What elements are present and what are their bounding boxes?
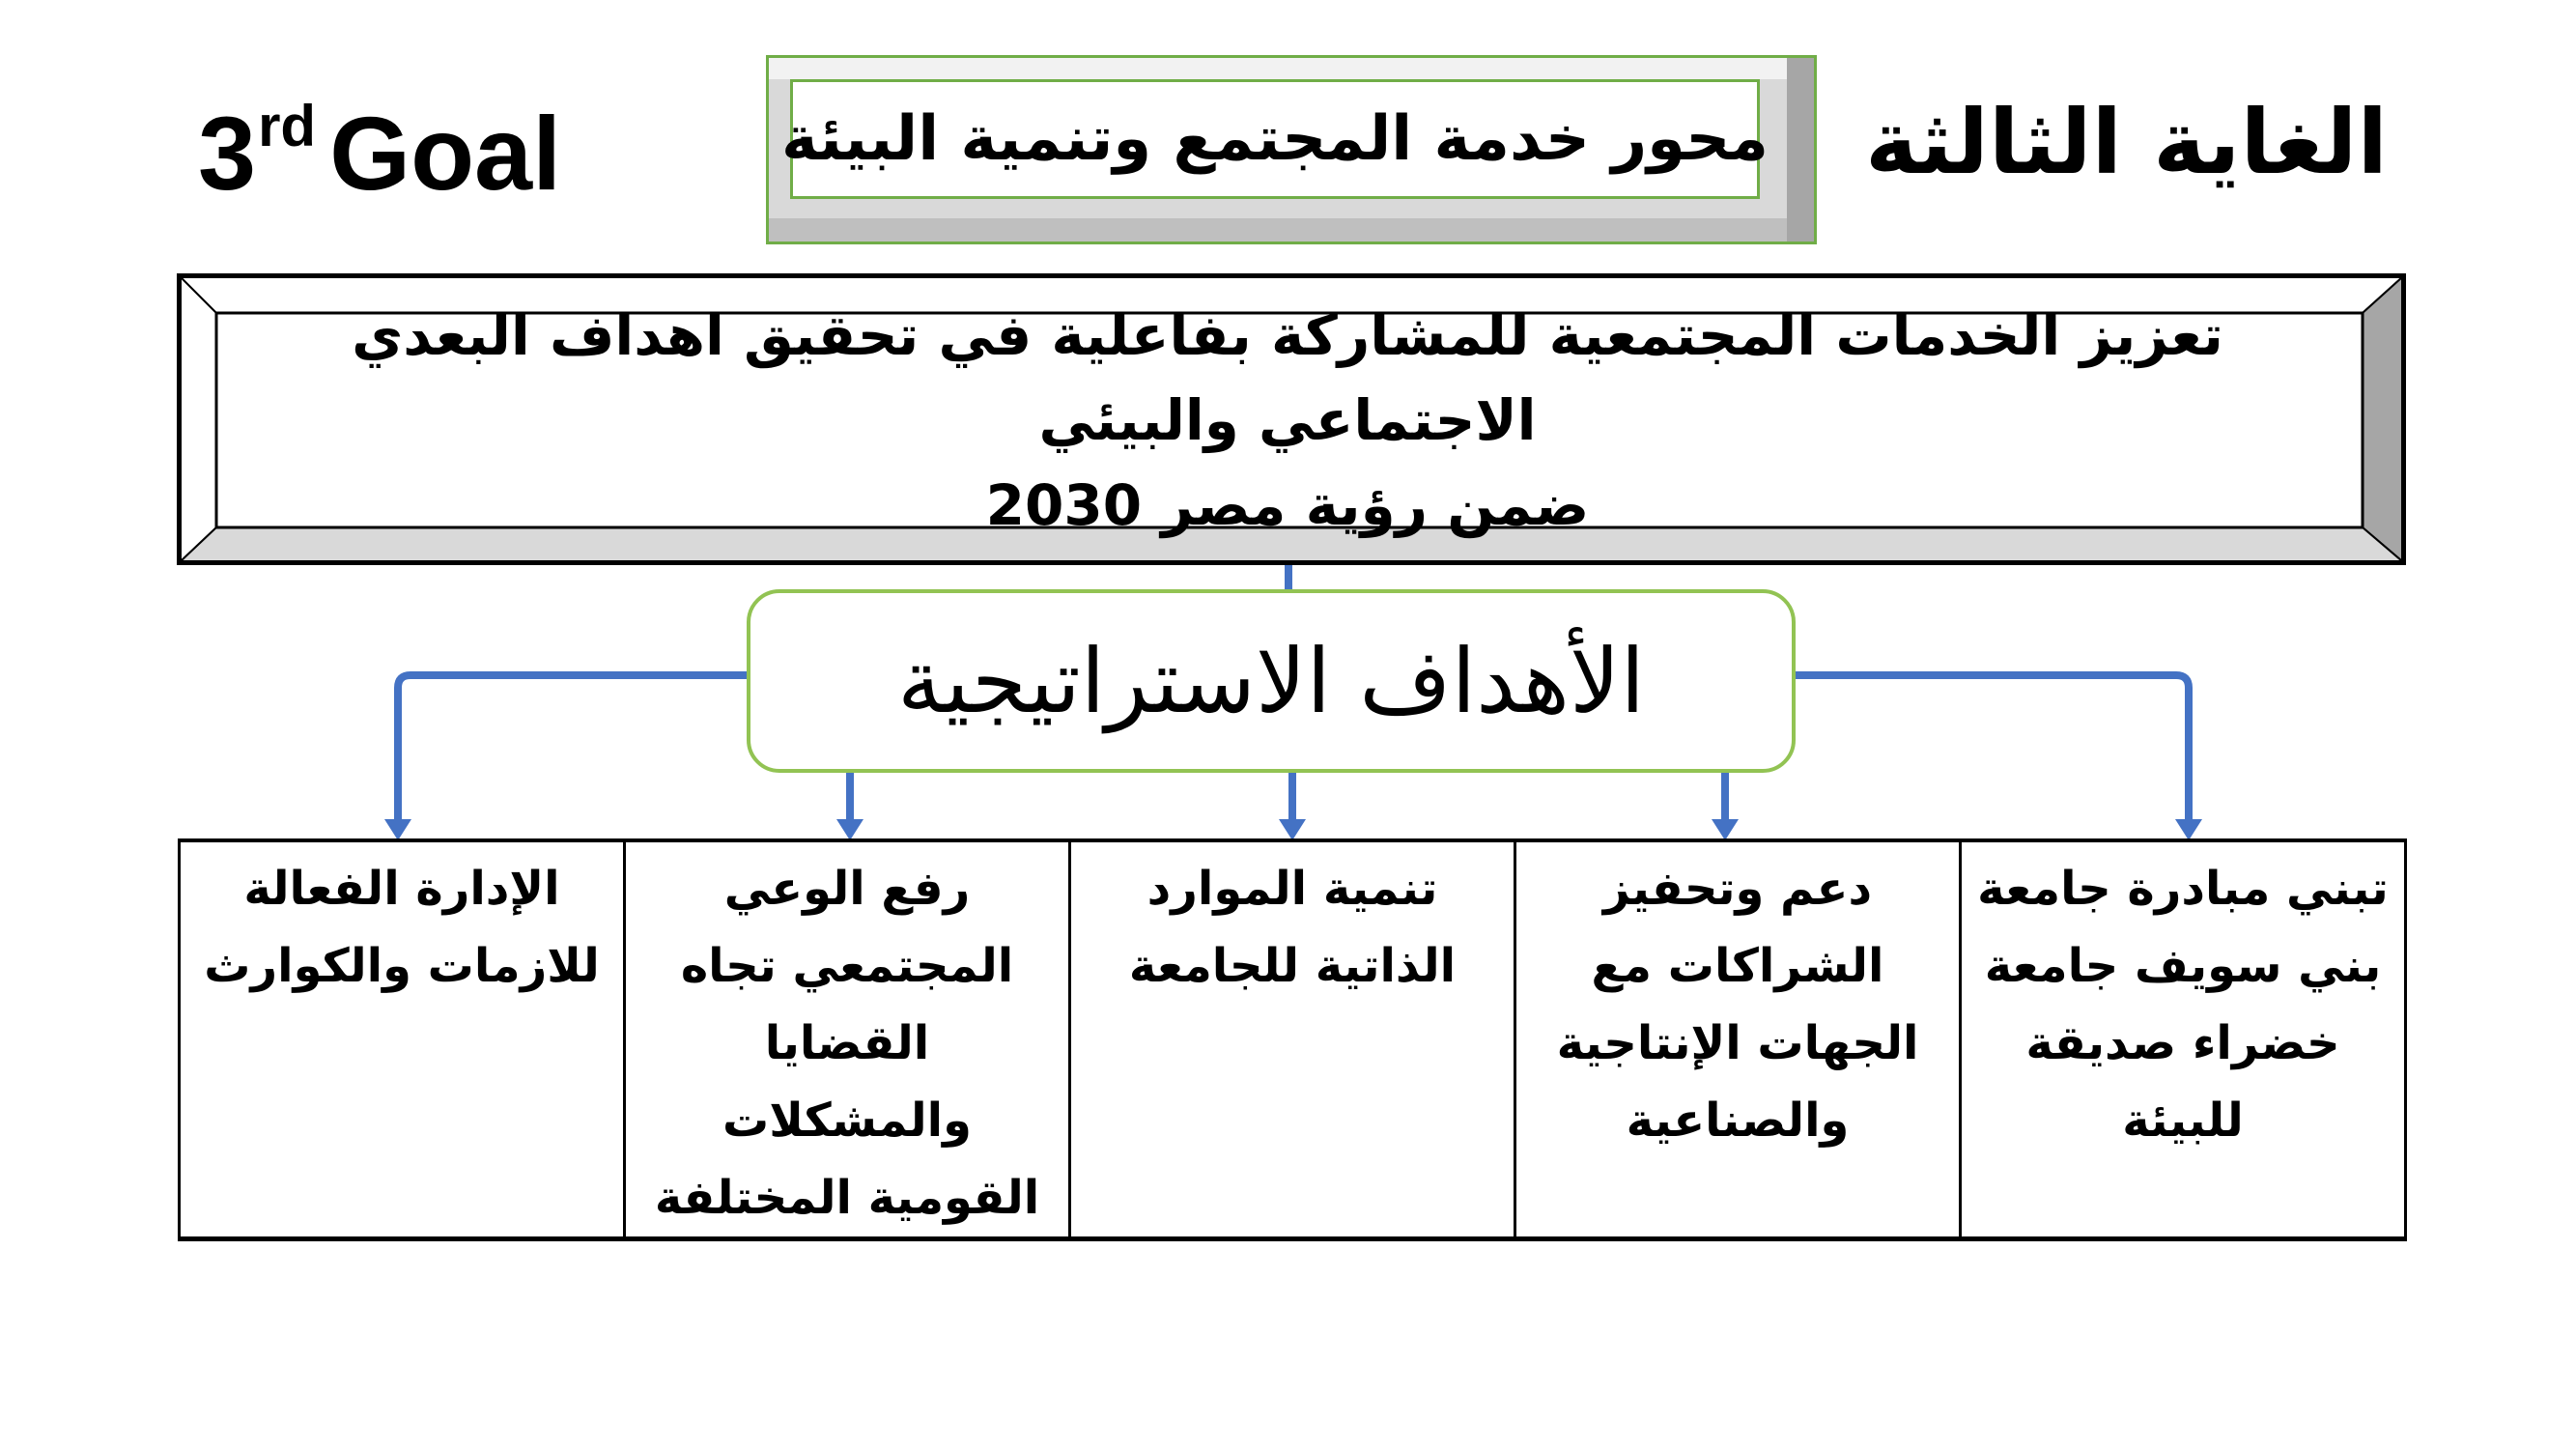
arrowhead-objective-3 xyxy=(1279,819,1306,840)
goal-statement-box xyxy=(177,273,2406,565)
goal-number: 3 xyxy=(198,95,257,212)
objective-5-line-1: الإدارة الفعالة xyxy=(243,862,560,916)
objective-4-line-1: رفع الوعي xyxy=(723,862,971,916)
strategic-objectives-title: الأهداف الاستراتيجية xyxy=(747,589,1796,773)
objective-1-line-1: تبني مبادرة جامعة xyxy=(1977,862,2389,916)
connector-to-objective-1 xyxy=(1796,675,2189,823)
goal-word: Goal xyxy=(329,95,562,212)
objective-2-line-4: والصناعية xyxy=(1626,1094,1850,1148)
axis-title: محور خدمة المجتمع وتنمية البيئة xyxy=(790,79,1760,199)
objective-3-line-1: تنمية الموارد xyxy=(1146,862,1438,916)
objective-1-line-3: خضراء صديقة xyxy=(2025,1016,2340,1070)
objective-2-line-3: الجهات الإنتاجية xyxy=(1556,1016,1919,1070)
objective-5-line-2: للازمات والكوارث xyxy=(204,939,600,993)
arrowhead-objective-2 xyxy=(1712,819,1739,840)
arrowhead-objective-1 xyxy=(2175,819,2202,840)
goal-statement-line-2: ضمن رؤية مصر 2030 xyxy=(985,472,1590,539)
arrowhead-objective-5 xyxy=(384,819,411,840)
objective-3-line-2: الذاتية للجامعة xyxy=(1128,939,1457,993)
connector-to-objective-5 xyxy=(398,675,747,823)
objective-cell-3 xyxy=(1070,840,1515,1239)
objectives-table xyxy=(178,838,2407,1241)
objective-4-line-3: القضايا والمشكلات xyxy=(722,1016,972,1148)
objective-cell-4 xyxy=(625,840,1070,1239)
objective-2-line-1: دعم وتحفيز xyxy=(1602,862,1873,916)
goal-statement-text xyxy=(216,301,2359,539)
objective-cell-2 xyxy=(1515,840,1961,1239)
objective-1-line-2: بني سويف جامعة xyxy=(1984,939,2382,993)
objective-1-line-4: للبيئة xyxy=(2122,1094,2244,1148)
goal-ordinal-suffix: rd xyxy=(258,94,317,158)
objective-4-line-4: القومية المختلفة xyxy=(654,1171,1040,1225)
objective-cell-5 xyxy=(180,840,625,1239)
objective-4-line-2: المجتمعي تجاه xyxy=(680,939,1014,993)
objective-cell-1 xyxy=(1961,840,2406,1239)
goal-statement-line-1: تعزيز الخدمات المجتمعية للمشاركة بفاعلية في تحقيق اهداف البعدي الاجتماعي والبيئي xyxy=(352,301,2223,453)
objectives-row xyxy=(180,840,2406,1239)
objective-2-line-2: الشراكات مع xyxy=(1591,939,1884,993)
goal-arabic-label: الغاية الثالثة xyxy=(1865,91,2388,194)
arrowhead-objective-4 xyxy=(836,819,863,840)
